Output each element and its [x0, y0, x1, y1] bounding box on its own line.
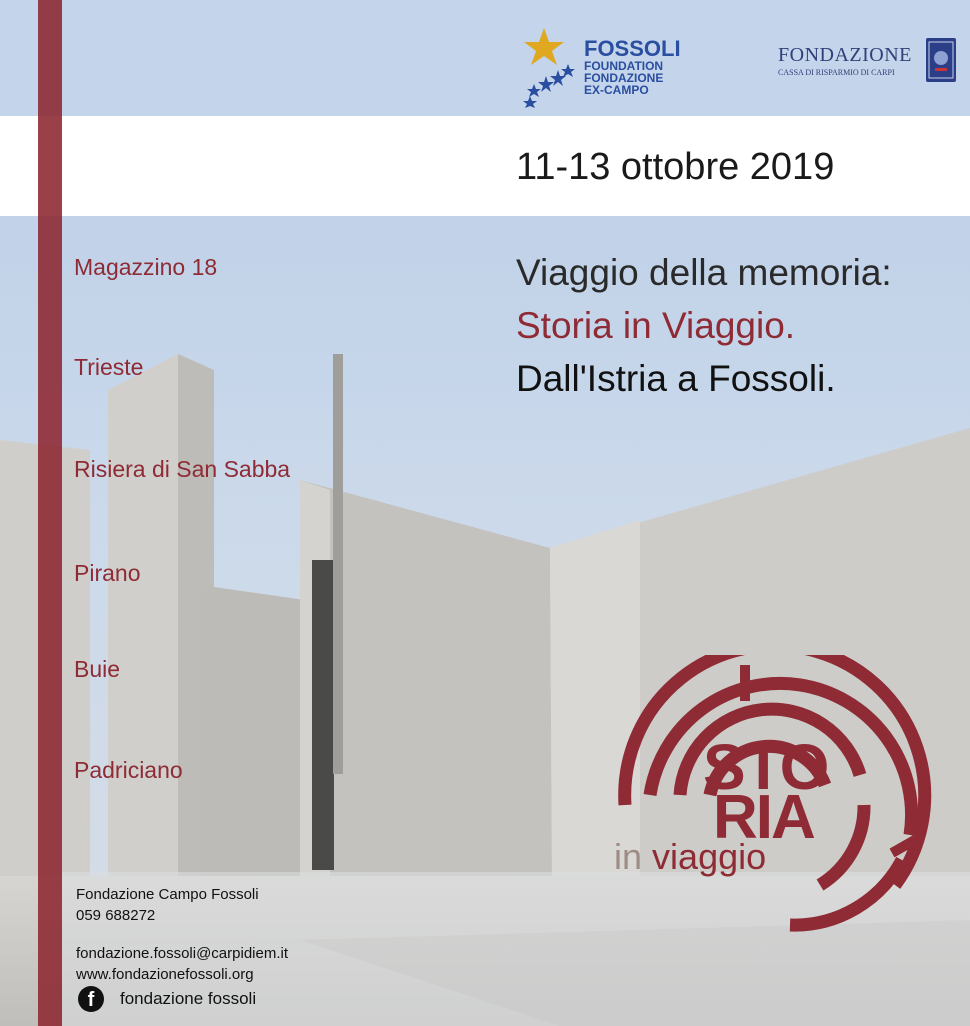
facebook-icon[interactable]: f: [78, 986, 104, 1012]
place-item: Buie: [74, 656, 121, 682]
red-stripe: [38, 0, 62, 1026]
headline-line2: Storia in Viaggio.: [516, 305, 796, 346]
place-item: Pirano: [74, 560, 141, 586]
contact-website[interactable]: www.fondazionefossoli.org: [76, 966, 254, 983]
contact-org: Fondazione Campo Fossoli: [76, 886, 259, 903]
headline-line3: Dall'Istria a Fossoli.: [516, 358, 836, 399]
event-date: 11-13 ottobre 2019: [516, 146, 835, 188]
fossoli-logo-text: [584, 38, 681, 96]
crest-icon: [926, 38, 956, 82]
place-item: Magazzino 18: [74, 254, 218, 280]
fossoli-logo-line3: FONDAZIONE: [584, 71, 664, 85]
storia-logo-in-viaggio: [614, 836, 766, 878]
storia-logo-sto: STO: [703, 731, 828, 803]
storia-logo-in: in: [614, 836, 643, 877]
facebook-page-name[interactable]: fondazione fossoli: [120, 989, 257, 1008]
place-item: Trieste: [74, 354, 144, 380]
fossoli-logo-line2: FOUNDATION: [584, 59, 664, 73]
contact-phone: 059 688272: [76, 907, 156, 924]
place-item: Padriciano: [74, 757, 183, 783]
fondazione-logo-subtitle: CASSA DI RISPARMIO DI CARPI: [778, 68, 895, 77]
storia-logo-ria: RIA: [713, 783, 814, 852]
storia-logo-viaggio: viaggio: [652, 836, 767, 877]
headline: [516, 246, 892, 405]
fossoli-logo-line4: EX-CAMPO: [584, 83, 649, 97]
place-item: Risiera di San Sabba: [74, 456, 291, 482]
contact-email[interactable]: fondazione.fossoli@carpidiem.it: [76, 945, 288, 962]
fossoli-logo-name: FOSSOLI: [584, 36, 681, 61]
fondazione-logo-title: FONDAZIONE: [778, 44, 912, 66]
stars-icon: [520, 24, 590, 108]
headline-line1: Viaggio della memoria:: [516, 252, 892, 293]
